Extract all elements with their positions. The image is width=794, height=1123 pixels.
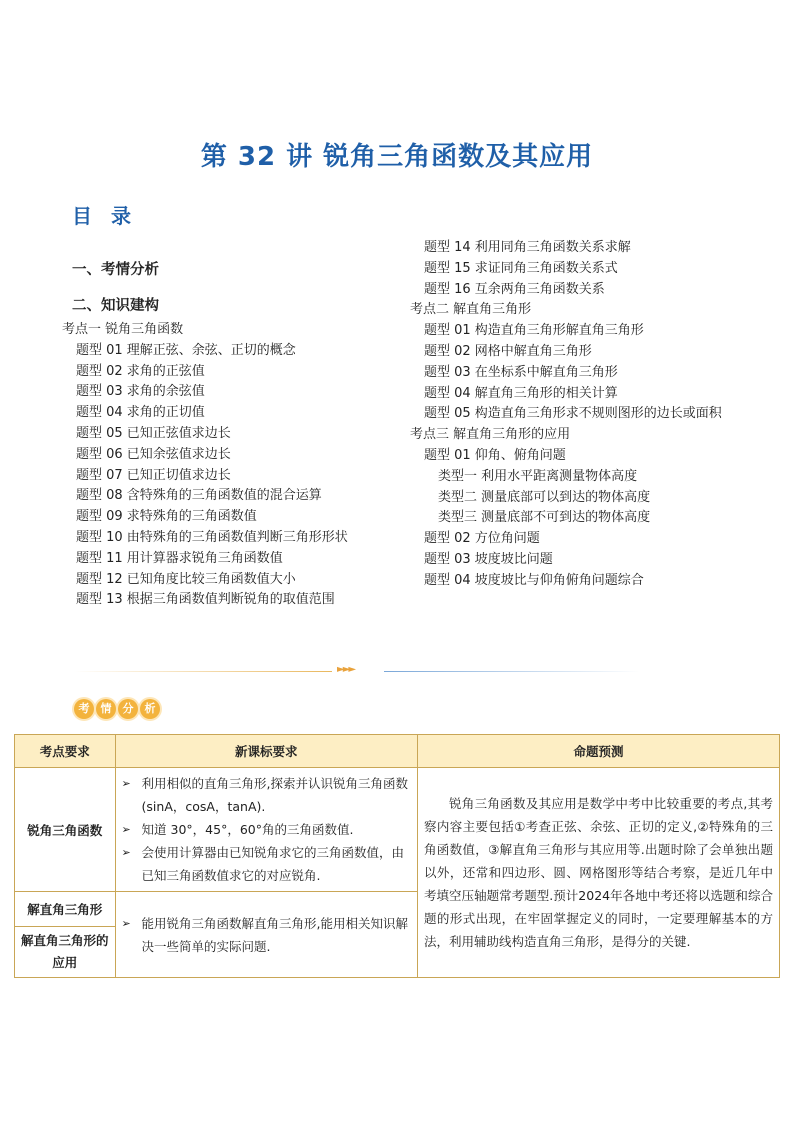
toc-item[interactable]: 题型 05 构造直角三角形求不规则图形的边长或面积 (424, 406, 722, 422)
toc-item[interactable]: 题型 08 含特殊角的三角函数值的混合运算 (76, 488, 322, 504)
toc-item[interactable]: 题型 10 由特殊角的三角函数值判断三角形形状 (76, 529, 348, 545)
toc-item[interactable]: 题型 03 求角的余弦值 (76, 384, 205, 400)
toc-item[interactable]: 题型 15 求证同角三角函数关系式 (424, 260, 618, 276)
badge-char: 考 (74, 699, 94, 719)
requirement-item: ➢ 利用相似的直角三角形,探索并认识锐角三角函数(sinA，cosA，tanA). (142, 772, 413, 818)
toc-item[interactable]: 题型 14 利用同角三角函数关系求解 (424, 240, 631, 255)
toc-item[interactable]: 题型 04 坡度坡比与仰角俯角问题综合 (424, 572, 644, 588)
requirement-item: ➢ 会使用计算器由已知锐角求它的三角函数值，由已知三角函数值求它的对应锐角. (142, 841, 413, 887)
badge-char: 分 (118, 699, 138, 719)
badge-char: 情 (96, 699, 116, 719)
toc-item[interactable]: 题型 09 求特殊角的三角函数值 (76, 509, 257, 525)
table-row (15, 768, 780, 892)
category-cell: 解直角三角形的应用 (15, 927, 116, 978)
toc-item[interactable]: 题型 11 用计算器求锐角三角函数值 (76, 550, 283, 566)
toc-item[interactable]: 题型 01 构造直角三角形解直角三角形 (424, 323, 644, 339)
toc-item[interactable]: 题型 12 已知角度比较三角函数值大小 (76, 571, 296, 587)
header-cell: 考点要求 (15, 735, 116, 768)
toc-section-2[interactable]: 二、知识建构 (72, 298, 159, 314)
toc-heading: 目 录 (72, 204, 137, 228)
requirement-cell (115, 768, 417, 892)
toc-item[interactable]: 题型 01 理解正弦、余弦、正切的概念 (76, 342, 296, 358)
header-cell: 新课标要求 (115, 735, 417, 768)
toc-left-column (62, 258, 402, 611)
toc-topic[interactable]: 考点三 解直角三角形的应用 (410, 427, 571, 443)
requirement-cell (115, 892, 417, 978)
toc-right-column (410, 238, 750, 592)
prediction-cell: 锐角三角函数及其应用是数学中考中比较重要的考点,其考察内容主要包括①考查正弦、余弦、正切的定义,②特殊角的三角函数值，③解直角三角形与其应用等.出题时除了会单独出题以外，还常和四边形、圆、网格图形等结合考察，是近几年中考填空压轴题常考题型.预计2024年各地中考还将以选题和综合题的形式出现，在牢固掌握定义的同时，一定要理解基本的方法，利用辅助线构造直角三角形，是得分的关键. (417, 768, 779, 978)
header-cell: 命题预测 (417, 735, 779, 768)
toc-item[interactable]: 题型 02 网格中解直角三角形 (424, 343, 592, 359)
toc-item[interactable]: 题型 03 在坐标系中解直角三角形 (424, 364, 618, 380)
toc-item[interactable]: 题型 01 仰角、俯角问题 (424, 447, 566, 463)
toc-left-list (62, 320, 402, 611)
page-title: 第 32 讲 锐角三角函数及其应用 (200, 142, 594, 172)
toc-item[interactable]: 题型 06 已知余弦值求边长 (76, 446, 231, 462)
toc-item[interactable]: 题型 07 已知正切值求边长 (76, 467, 231, 483)
requirement-item: ➢ 知道 30°，45°，60°角的三角函数值. (142, 818, 413, 841)
toc-item[interactable]: 题型 02 方位角问题 (424, 531, 540, 547)
toc-item[interactable]: 题型 13 根据三角函数值判断锐角的取值范围 (76, 592, 335, 608)
category-cell: 解直角三角形 (15, 892, 116, 927)
toc-right-list (410, 238, 750, 592)
toc-item[interactable]: 题型 16 互余两角三角函数关系 (424, 281, 605, 297)
toc-item[interactable]: 题型 04 解直角三角形的相关计算 (424, 385, 618, 401)
toc-section-1[interactable]: 一、考情分析 (72, 262, 159, 278)
exam-analysis-table (14, 734, 780, 978)
requirement-item: ➢ 能用锐角三角函数解直角三角形,能用相关知识解决一些简单的实际问题. (142, 912, 413, 958)
section-badge (74, 699, 162, 719)
badge-char: 析 (140, 699, 160, 719)
toc-item[interactable]: 类型三 测量底部不可到达的物体高度 (438, 510, 651, 526)
toc-item[interactable]: 类型二 测量底部可以到达的物体高度 (438, 489, 651, 505)
toc-item[interactable]: 类型一 利用水平距离测量物体高度 (438, 468, 638, 484)
divider-left (74, 671, 332, 672)
table-header-row (15, 735, 780, 768)
toc-item[interactable]: 题型 05 已知正弦值求边长 (76, 425, 231, 441)
toc-item[interactable]: 题型 03 坡度坡比问题 (424, 551, 553, 567)
toc-topic[interactable]: 考点二 解直角三角形 (410, 302, 532, 318)
divider-right (384, 671, 640, 672)
toc-item[interactable]: 题型 04 求角的正切值 (76, 405, 205, 421)
category-cell: 锐角三角函数 (15, 768, 116, 892)
toc-item[interactable]: 题型 02 求角的正弦值 (76, 363, 205, 379)
toc-topic[interactable]: 考点一 锐角三角函数 (62, 322, 184, 337)
divider-arrows-icon: ►►► (337, 664, 355, 675)
